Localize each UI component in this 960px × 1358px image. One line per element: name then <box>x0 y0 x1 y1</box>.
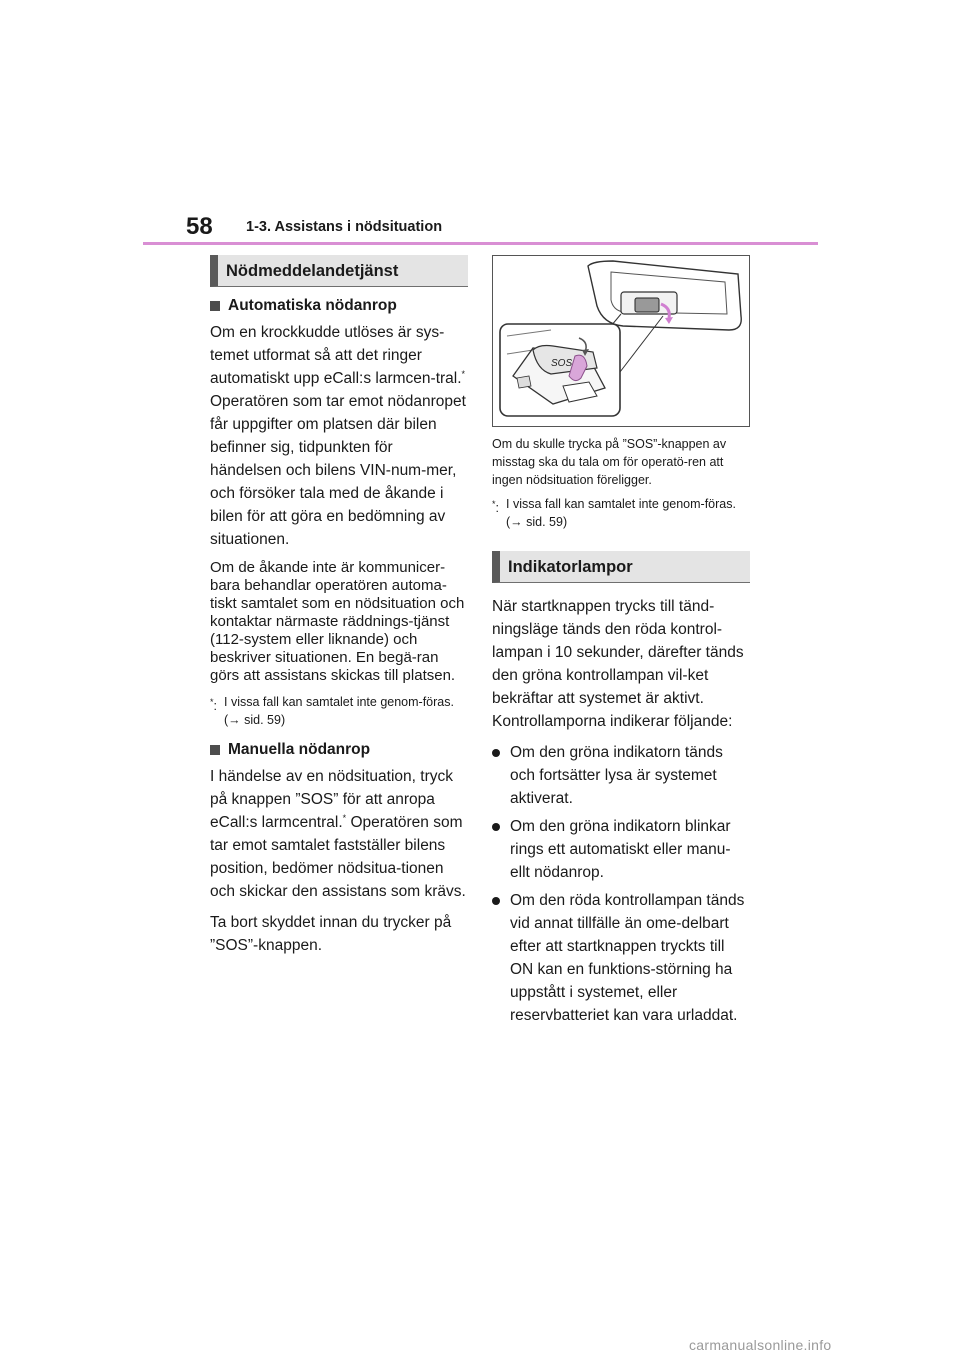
sos-button-illustration <box>492 255 750 427</box>
list-item-text: Om den röda kontrollampan tänds vid annat tillfälle än ome-delbart efter att startknappen tryckts till ON kan en funktions-störning ha uppstått i systemet, eller reservbatteriet kan vara urladdat. <box>510 892 745 1024</box>
footnote-marker: * <box>342 812 347 823</box>
automatic-paragraph-1-b: Operatören som tar emot nödanropet får uppgifter om platsen där bilen befinner sig, tidpunkten för händelsen och bilens VIN-num-mer, och försöker tala med de åkande i bilen för att göra en bedömning av situationen. <box>210 393 466 548</box>
header-rule <box>143 242 818 245</box>
caption-footnote-text: I vissa fall kan samtalet inte genom-föras. (→ sid. 59) <box>506 497 736 529</box>
automatic-paragraph-1 <box>210 321 468 551</box>
subheading-automatic <box>210 297 468 315</box>
page-number: 58 <box>186 213 213 240</box>
footnote-marker: * <box>210 697 214 707</box>
subheading-automatic-label: Automatiska nödanrop <box>228 297 397 314</box>
watermark: carmanualsonline.info <box>689 1337 832 1353</box>
square-bullet-icon <box>210 301 220 311</box>
illustration-caption: Om du skulle trycka på ”SOS”-knappen av misstag ska du tala om för operatö-ren att ingen nödsituation föreligger. <box>492 437 727 487</box>
subheading-manual <box>210 741 468 759</box>
bullet-icon <box>492 897 500 905</box>
sos-label: SOS <box>551 358 573 369</box>
overhead-console-drawing <box>493 256 749 426</box>
chapter-title: 1-3. Assistans i nödsituation <box>246 219 443 235</box>
manual-paragraph-1-a: I händelse av en nödsituation, tryck på knappen ”SOS” för att anropa eCall:s larmcentral. <box>210 768 453 831</box>
section-heading-indikatorlampor: Indikatorlampor <box>492 551 750 583</box>
manual-paragraph-2: Ta bort skyddet innan du trycker på ”SOS”-knappen. <box>210 914 452 954</box>
automatic-footnote: *: I vissa fall kan samtalet inte genom-föras. (→ sid. 59) <box>210 693 468 729</box>
manual-paragraph-1-b: Operatören som tar emot samtalet fastställer bilens position, bedömer nödsitua-tionen och skickar den assistans som krävs. <box>210 814 466 900</box>
subheading-manual-label: Manuella nödanrop <box>228 741 371 758</box>
caption-footnote: *: I vissa fall kan samtalet inte genom-föras. (→ sid. 59) <box>492 495 750 531</box>
list-item <box>492 815 750 884</box>
square-bullet-icon <box>210 745 220 755</box>
bullet-icon <box>492 823 500 831</box>
automatic-paragraph-1-a: Om en krockkudde utlöses är sys-temet utformat så att det ringer automatiskt upp eCall:s larmcen-tral. <box>210 324 462 387</box>
bullet-icon <box>492 749 500 757</box>
footnote-marker: * <box>492 499 496 509</box>
manual-paragraph-1 <box>210 765 468 903</box>
list-item <box>492 741 750 810</box>
list-item-text: Om den gröna indikatorn tänds och fortsätter lysa är systemet aktiverat. <box>510 744 723 807</box>
list-item-text: Om den gröna indikatorn blinkar rings ett automatiskt eller manu-ellt nödanrop. <box>510 818 731 881</box>
automatic-paragraph-2: Om de åkande inte är kommunicer-bara behandlar operatören automa-tiskt samtalet som en nödsituation och kontaktar närmaste räddnings-tjänst (112-system eller liknande) och beskriver situationen. En begä-ran görs att assistans skickas till platsen. <box>210 559 465 684</box>
footnote-marker: * <box>461 368 466 379</box>
indicator-intro: När startknappen trycks till tänd-ningsläge tänds den röda kontrol-lampan i 10 sekunder, därefter tänds den gröna kontrollampan vil-ket bekräftar att systemet är aktivt. Kontrollamporna indikerar följande: <box>492 598 744 730</box>
left-column <box>210 255 468 965</box>
section-heading-nodmeddelande: Nödmeddelandetjänst <box>210 255 468 287</box>
right-column <box>492 255 750 1032</box>
list-item <box>492 889 750 1027</box>
automatic-footnote-text: I vissa fall kan samtalet inte genom-föras. (→ sid. 59) <box>224 695 454 727</box>
indicator-list <box>492 741 750 1027</box>
